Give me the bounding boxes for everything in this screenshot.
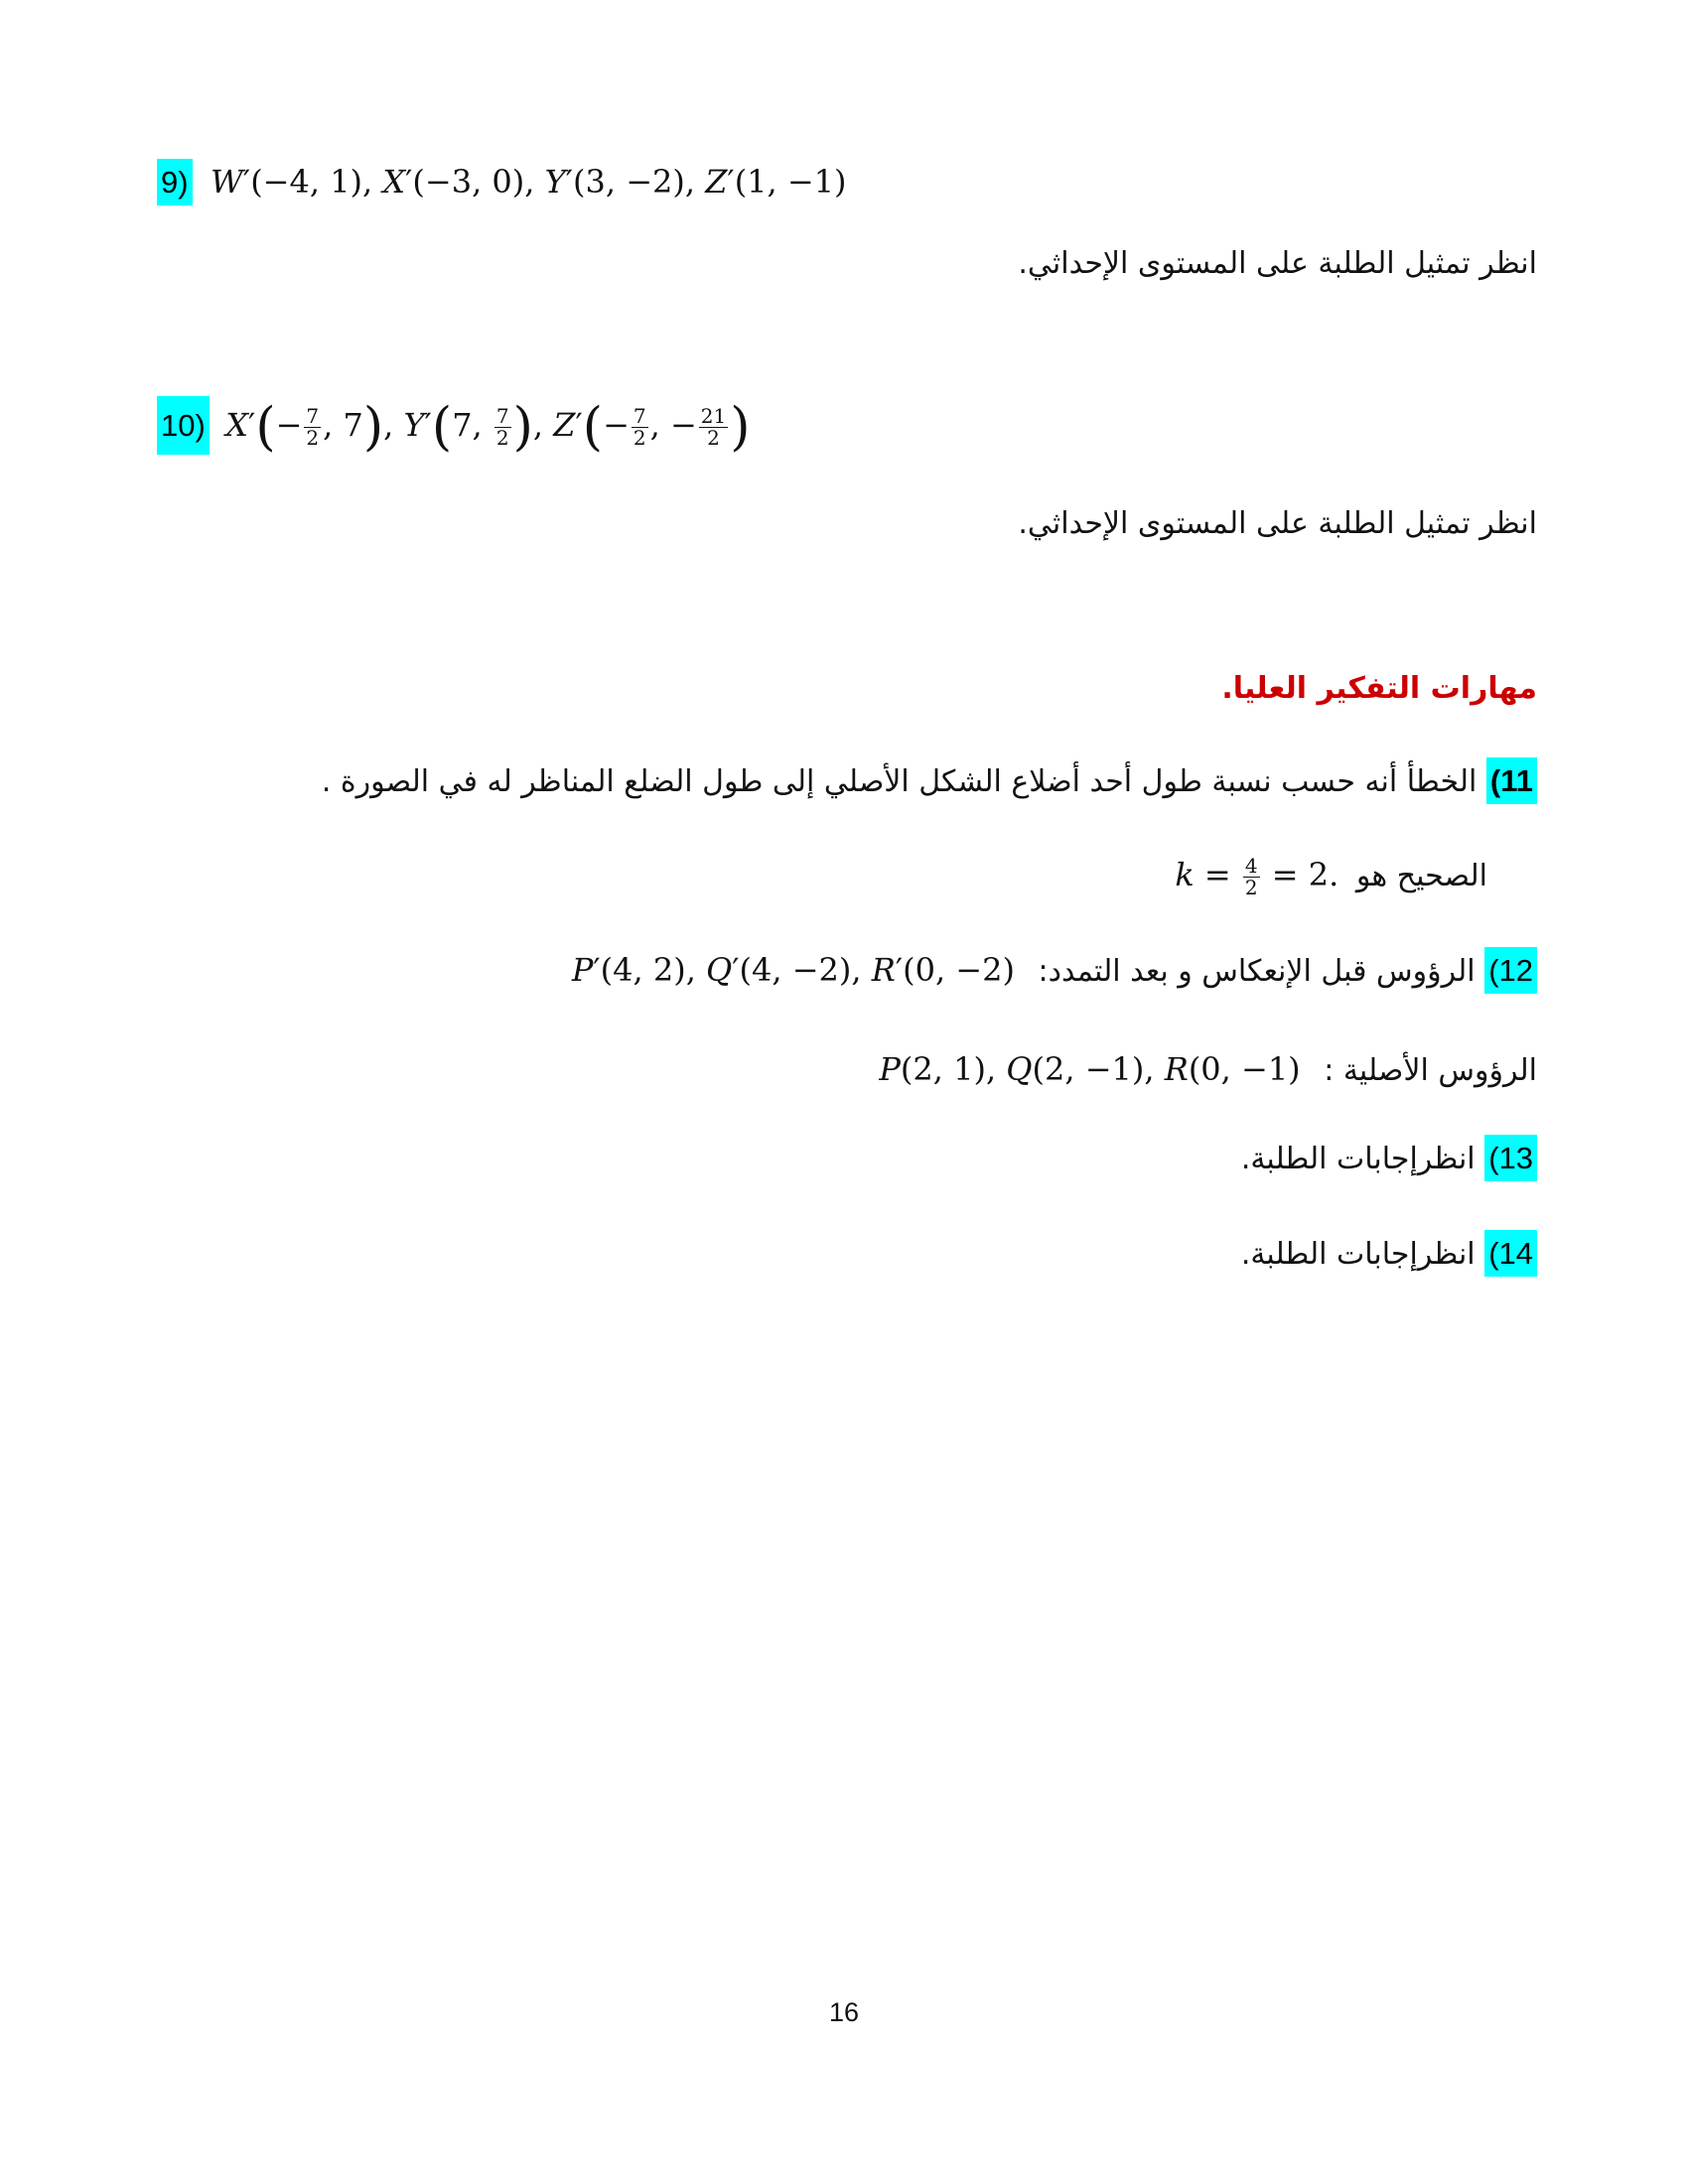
q14-text: انظرإجابات الطلبة. [1240, 1237, 1476, 1272]
q12-label: الرؤوس قبل الإنعكاس و بعد التمدد: [1038, 954, 1476, 989]
q11-number: 11) [1486, 757, 1537, 804]
q11-correct-label: الصحيح هو [1355, 859, 1487, 893]
q9-math: W′(−4, 1), X′(−3, 0), Y′(3, −2), Z′(1, −1) [211, 163, 847, 201]
page-number: 16 [828, 1997, 860, 2027]
q12-math: P′(4, 2), Q′(4, −2), R′(0, −2) [571, 951, 1015, 989]
q14-number: 14) [1484, 1230, 1537, 1277]
q11-correct-math: k = $\frac{4}{2}$ = 2. [1175, 854, 1339, 899]
q12-original-label: الرؤوس الأصلية : [1324, 1053, 1537, 1088]
q13-text: انظرإجابات الطلبة. [1240, 1142, 1476, 1176]
q12-number: 12) [1484, 947, 1537, 994]
q12-original-line [879, 1050, 1537, 1088]
q12-original-math: P(2, 1), Q(2, −1), R(0, −1) [879, 1050, 1301, 1088]
q11-text: الخطأ أنه حسب نسبة طول أحد أضلاع الشكل الأصلي إلى طول الضلع المناظر له في الصورة . [321, 764, 1477, 799]
section-heading: مهارات التفكير العليا. [1221, 671, 1537, 706]
q10-note: انظر تمثيل الطلبة على المستوى الإحداثي. [1018, 506, 1537, 541]
q11-correct-line [1175, 856, 1487, 898]
q9-note: انظر تمثيل الطلبة على المستوى الإحداثي. [1018, 246, 1537, 281]
q10-math: X′(− $\frac{7}{2}$ , 7), Y′(7, $\frac{7}{2}$ ), Z′(− $\frac{7}{2}$ , − $\frac{21}{2}$ ) [225, 397, 751, 457]
q9-line [157, 163, 847, 201]
q13-number: 13) [1484, 1135, 1537, 1181]
q10-number: 10) [157, 396, 210, 455]
q12-line [572, 951, 1537, 989]
q10-line [157, 397, 751, 457]
q14-line [1241, 1237, 1537, 1272]
q11-line [322, 764, 1537, 799]
q9-number: 9) [157, 159, 193, 205]
q13-line [1241, 1142, 1537, 1176]
